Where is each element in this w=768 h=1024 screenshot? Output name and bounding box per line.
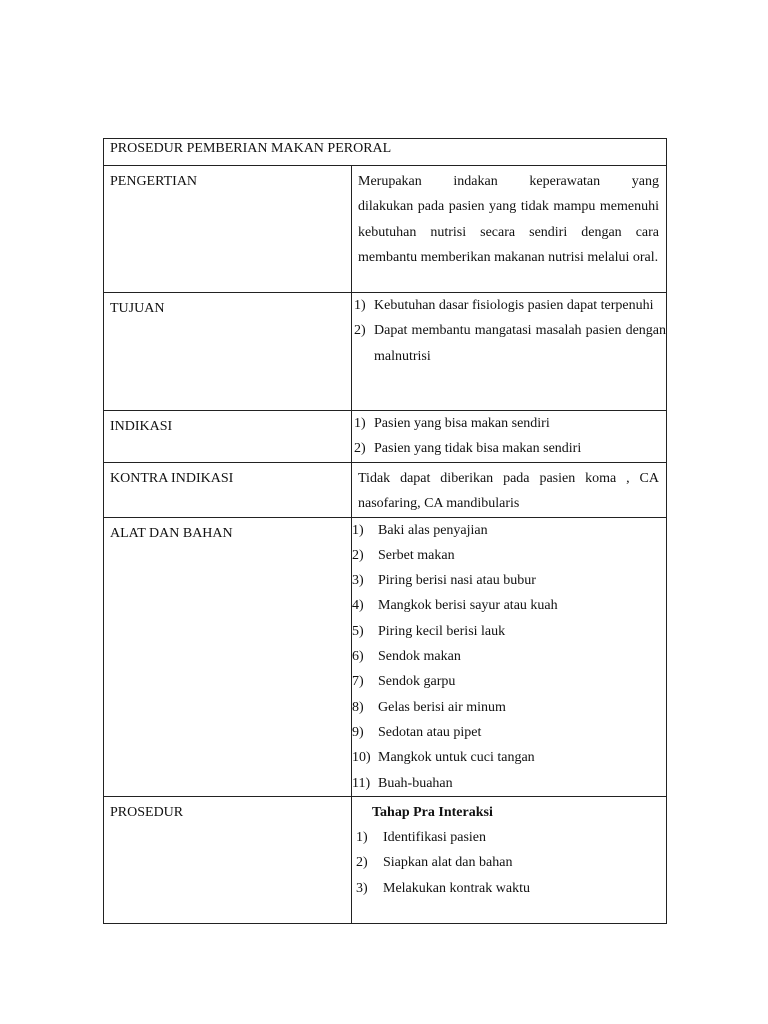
row-content	[352, 166, 667, 293]
kontra-indikasi-label: KONTRA INDIKASI	[110, 471, 234, 486]
row-alat-dan-bahan	[104, 517, 667, 796]
list-item	[352, 644, 666, 669]
row-pengertian	[104, 166, 667, 293]
tujuan-list	[352, 293, 666, 369]
list-number: 1)	[352, 522, 364, 538]
row-label	[104, 411, 352, 463]
row-content	[352, 796, 667, 923]
list-text: Kebutuhan dasar fisiologis pasien dapat terpenuhi	[374, 298, 654, 313]
list-item	[352, 543, 666, 568]
row-content	[352, 411, 667, 463]
document-title: PROSEDUR PEMBERIAN MAKAN PERORAL	[104, 139, 667, 166]
title-row	[104, 139, 667, 166]
row-content	[352, 517, 667, 796]
list-item	[356, 850, 659, 875]
list-text: Siapkan alat dan bahan	[383, 855, 513, 871]
alat-dan-bahan-list	[352, 518, 666, 796]
row-label	[104, 166, 352, 293]
list-item	[356, 825, 659, 850]
list-item	[352, 669, 666, 694]
list-text: Sendok garpu	[378, 674, 456, 690]
list-text: Piring kecil berisi lauk	[378, 623, 506, 639]
list-text: Gelas berisi air minum	[378, 699, 506, 715]
pengertian-text	[352, 166, 666, 270]
indikasi-list	[352, 411, 666, 462]
row-label	[104, 463, 352, 518]
list-number: 2)	[352, 547, 364, 563]
list-item	[352, 593, 666, 618]
row-tujuan	[104, 293, 667, 411]
row-content	[352, 293, 667, 411]
pengertian-first-line: Merupakan indakan keperawatan yang	[358, 174, 660, 189]
list-text: Identifikasi pasien	[383, 830, 487, 846]
list-number: 10)	[352, 750, 371, 766]
list-number: 2)	[354, 441, 366, 457]
list-item	[352, 411, 666, 436]
list-text: Serbet makan	[378, 547, 455, 563]
list-item	[352, 293, 666, 318]
list-text: Piring berisi nasi atau bubur	[378, 573, 536, 589]
list-item	[356, 876, 659, 901]
row-content	[352, 463, 667, 518]
row-label	[104, 517, 352, 796]
pengertian-body: dilakukan pada pasien yang tidak mampu memenuhi kebutuhan nutrisi secara sendiri dengan cara membantu memberikan makanan nutrisi melalui oral.	[358, 199, 660, 265]
list-item	[352, 318, 666, 369]
procedure-table	[103, 138, 667, 924]
list-text: Pasien yang bisa makan sendiri	[374, 416, 550, 431]
alat-dan-bahan-label: ALAT DAN BAHAN	[110, 525, 233, 541]
list-number: 3)	[356, 880, 368, 896]
tujuan-label: TUJUAN	[110, 301, 165, 316]
list-text: Sedotan atau pipet	[378, 724, 482, 740]
row-label	[104, 796, 352, 923]
list-text: Mangkok berisi sayur atau kuah	[378, 598, 558, 614]
list-item	[352, 568, 666, 593]
list-item	[352, 745, 666, 770]
prosedur-content	[352, 797, 666, 901]
list-text: Baki alas penyajian	[378, 522, 488, 538]
row-prosedur	[104, 796, 667, 923]
prosedur-label: PROSEDUR	[110, 804, 184, 820]
row-label	[104, 293, 352, 411]
list-item	[352, 619, 666, 644]
kontra-indikasi-text: Tidak dapat diberikan pada pasien koma , CA nasofaring, CA mandibularis	[358, 471, 660, 512]
list-text: Melakukan kontrak waktu	[383, 880, 530, 896]
list-item	[352, 695, 666, 720]
list-number: 2)	[354, 323, 366, 339]
row-indikasi	[104, 411, 667, 463]
list-number: 8)	[352, 699, 364, 715]
list-number: 1)	[354, 298, 366, 313]
list-text: Sendok makan	[378, 649, 461, 665]
pengertian-label: PENGERTIAN	[110, 174, 198, 189]
list-number: 6)	[352, 649, 364, 665]
list-number: 2)	[356, 855, 368, 871]
stage-title: Tahap Pra Interaksi	[372, 804, 493, 820]
list-item	[352, 720, 666, 745]
list-text: Mangkok untuk cuci tangan	[378, 750, 535, 766]
list-text: Dapat membantu mangatasi masalah pasien dengan malnutrisi	[374, 323, 667, 364]
list-number: 4)	[352, 598, 364, 614]
list-number: 7)	[352, 674, 364, 690]
list-text: Buah-buahan	[378, 775, 453, 791]
list-number: 11)	[352, 775, 371, 791]
list-number: 1)	[356, 830, 368, 846]
list-number: 3)	[352, 573, 364, 589]
list-item	[352, 771, 666, 796]
list-number: 5)	[352, 623, 364, 639]
row-kontra-indikasi	[104, 463, 667, 518]
prosedur-list	[356, 825, 659, 901]
list-number: 9)	[352, 724, 364, 740]
list-item	[352, 518, 666, 543]
list-text: Pasien yang tidak bisa makan sendiri	[374, 441, 582, 457]
indikasi-label: INDIKASI	[110, 419, 173, 434]
list-number: 1)	[354, 416, 366, 431]
list-item	[352, 436, 666, 461]
